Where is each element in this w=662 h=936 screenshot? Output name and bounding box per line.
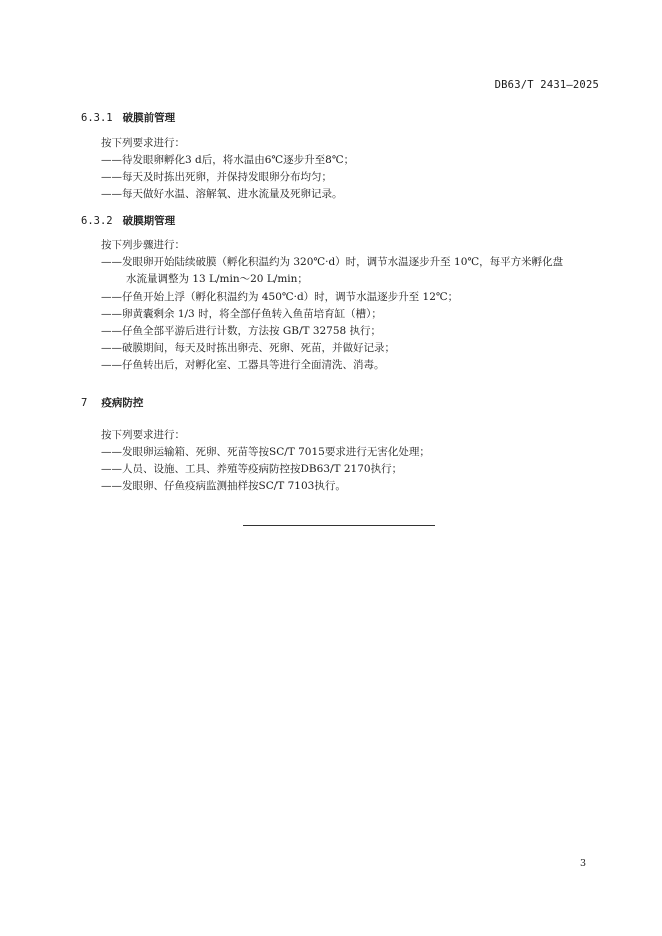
section-title: 破膜期管理 <box>122 215 176 227</box>
list-item: ——卵黄囊剩余 1/3 时，将全部仔鱼转入鱼苗培育缸（槽）； <box>101 308 382 320</box>
section-number: 6.3.1 <box>81 112 113 124</box>
section-number: 6.3.2 <box>81 215 113 227</box>
end-of-document-rule <box>243 525 435 526</box>
list-item: ——发眼卵、仔鱼疫病监测抽样按SC/T 7103执行。 <box>101 480 346 492</box>
section-title: 疫病防控 <box>101 397 144 409</box>
section-title: 破膜前管理 <box>122 112 176 124</box>
list-item: ——每天及时拣出死卵，并保持发眼卵分布均匀； <box>101 171 332 183</box>
section-number: 7 <box>81 397 88 409</box>
section-intro: 按下列要求进行： <box>101 137 185 149</box>
list-item: ——发眼卵运输箱、死卵、死苗等按SC/T 7015要求进行无害化处理； <box>101 446 430 458</box>
list-item: ——待发眼卵孵化3 d后，将水温由6℃逐步升至8℃； <box>101 154 355 166</box>
list-item: ——每天做好水温、溶解氧、进水流量及死卵记录。 <box>101 188 343 200</box>
list-item: ——破膜期间，每天及时拣出卵壳、死卵、死苗，并做好记录； <box>101 342 395 354</box>
page-number: 3 <box>579 858 586 869</box>
list-item-continuation: 水流量调整为 13 L/min～20 L/min； <box>126 273 308 285</box>
document-code: DB63/T 2431—2025 <box>494 79 599 91</box>
list-item: ——人员、设施、工具、养殖等疫病防控按DB63/T 2170执行； <box>101 463 403 475</box>
section-intro: 按下列要求进行： <box>101 429 185 441</box>
section-heading-7 <box>81 395 143 410</box>
list-item: ——仔鱼转出后，对孵化室、工器具等进行全面清洗、消毒。 <box>101 359 385 371</box>
section-intro: 按下列步骤进行： <box>101 239 185 251</box>
section-heading-6-3-2 <box>81 213 175 228</box>
section-heading-6-3-1 <box>81 110 175 125</box>
list-item: ——仔鱼开始上浮（孵化积温约为 450℃·d）时，调节水温逐步升至 12℃； <box>101 291 459 303</box>
list-item: ——发眼卵开始陆续破膜（孵化积温约为 320℃·d）时，调节水温逐步升至 10℃，每平方米孵化盘 <box>101 256 564 268</box>
list-item: ——仔鱼全部平游后进行计数，方法按 GB/T 32758 执行； <box>101 325 382 337</box>
